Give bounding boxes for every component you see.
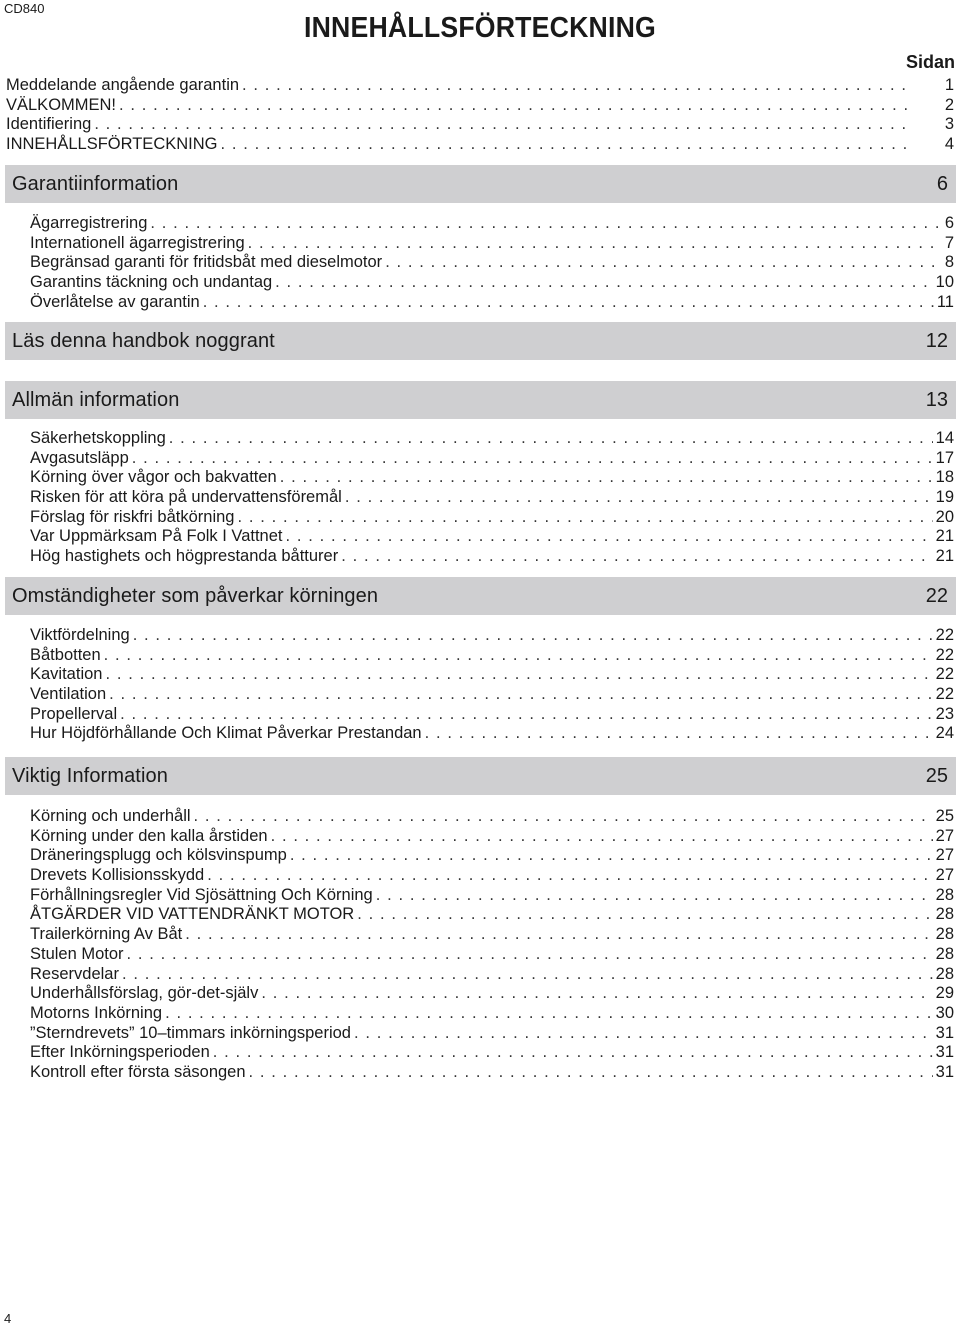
dot-leader [341, 547, 932, 567]
dot-leader [242, 76, 907, 96]
entry-page: 19 [935, 488, 954, 507]
dot-leader [213, 1043, 933, 1063]
section-page: 22 [925, 584, 948, 607]
dot-leader [120, 705, 933, 725]
toc-entry[interactable] [0, 925, 960, 945]
entry-label: Körning över vågor och bakvatten [30, 468, 277, 487]
entry-label: Garantins täckning och undantag [30, 273, 273, 292]
entry-label: Ventilation [30, 685, 107, 704]
entry-label: Meddelande angående garantin [6, 76, 240, 94]
dot-leader [238, 508, 933, 528]
dot-leader [119, 96, 907, 116]
section-entries [0, 807, 960, 1083]
toc-entry[interactable] [0, 1024, 960, 1044]
entry-label: Säkerhetskoppling [30, 429, 166, 447]
entry-page: 22 [935, 626, 954, 644]
entry-label: Kontroll efter första säsongen [30, 1062, 246, 1081]
section-header-omstandigheter[interactable] [5, 577, 956, 615]
toc-entry[interactable] [0, 96, 960, 116]
toc-entry[interactable] [0, 468, 960, 488]
entry-label: Förhållningsregler Vid Sjösättning Och Körning [30, 885, 373, 904]
entry-page: 28 [935, 964, 954, 983]
section-header-las-denna-handbok[interactable] [5, 322, 956, 360]
toc-entry[interactable] [0, 115, 960, 135]
dot-leader [185, 925, 932, 945]
dot-leader [376, 886, 933, 906]
entry-page: 30 [935, 1003, 954, 1022]
entry-label: Risken för att köra på undervattensföremål [30, 488, 342, 507]
section-entries [0, 626, 960, 744]
toc-entry[interactable] [0, 724, 960, 744]
entry-page: 31 [935, 1023, 954, 1042]
entry-label: ”Sterndrevets” 10–timmars inkörningsperiod [30, 1023, 351, 1042]
entry-label: ÅTGÄRDER VID VATTENDRÄNKT MOTOR [30, 905, 355, 924]
entry-page: 24 [935, 724, 954, 743]
dot-leader [133, 626, 933, 646]
entry-page: 25 [935, 807, 954, 825]
entry-label: Körning och underhåll [30, 807, 191, 825]
entry-label: INNEHÅLLSFÖRTECKNING [6, 135, 218, 154]
entry-page: 29 [935, 984, 954, 1003]
entry-page: 20 [935, 507, 954, 526]
toc-entry[interactable] [0, 253, 960, 273]
entry-label: Drevets Kollisionsskydd [30, 866, 205, 885]
entry-label: Förslag för riskfri båtkörning [30, 507, 235, 526]
toc-entry[interactable] [0, 547, 960, 567]
section-header-allman-information[interactable] [5, 381, 956, 419]
toc-entry[interactable] [0, 984, 960, 1004]
toc-entry[interactable] [0, 76, 960, 96]
toc-entry[interactable] [0, 866, 960, 886]
toc-entry[interactable] [0, 827, 960, 847]
entry-label: Underhållsförslag, gör-det-själv [30, 984, 259, 1003]
entry-page: 31 [935, 1043, 954, 1062]
dot-leader [354, 1024, 933, 1044]
section-page: 25 [925, 764, 948, 787]
dot-leader [261, 984, 932, 1004]
toc-entry[interactable] [0, 135, 960, 155]
dot-leader [165, 1004, 933, 1024]
document-code: CD840 [4, 1, 45, 16]
entry-label: Identifiering [6, 115, 92, 134]
toc-entry[interactable] [0, 214, 960, 234]
dot-leader [132, 449, 933, 469]
toc-entry[interactable] [0, 705, 960, 725]
entry-label: Internationell ägarregistrering [30, 233, 245, 252]
entry-page: 10 [935, 273, 954, 292]
toc-entry[interactable] [0, 807, 960, 827]
entry-label: Hur Höjdförhållande Och Klimat Påverkar Prestandan [30, 724, 422, 743]
dot-leader [109, 685, 932, 705]
entry-label: Avgasutsläpp [30, 448, 129, 467]
entry-label: Ägarregistrering [30, 214, 148, 232]
dot-leader [94, 115, 907, 135]
page-column-label: Sidan [905, 52, 955, 72]
toc-entry[interactable] [0, 905, 960, 925]
toc-entry[interactable] [0, 646, 960, 666]
entry-page: 8 [944, 253, 954, 272]
toc-entry[interactable] [0, 293, 960, 313]
toc-entry[interactable] [0, 665, 960, 685]
entry-page: 27 [935, 826, 954, 845]
section-page: 12 [925, 329, 948, 352]
toc-entry[interactable] [0, 449, 960, 469]
toc-entry[interactable] [0, 488, 960, 508]
entry-page: 22 [935, 665, 954, 684]
entry-page: 7 [944, 233, 954, 252]
toc-entry[interactable] [0, 234, 960, 254]
dot-leader [203, 293, 934, 313]
toc-entry[interactable] [0, 273, 960, 293]
section-title: Viktig Information [12, 764, 168, 787]
section-title: Omständigheter som påverkar körningen [12, 584, 379, 607]
entry-page: 31 [935, 1062, 954, 1081]
dot-leader [271, 827, 933, 847]
entry-label: Viktfördelning [30, 626, 130, 644]
entry-label: Motorns Inkörning [30, 1003, 163, 1022]
dot-leader [127, 945, 933, 965]
entry-label: Propellerval [30, 704, 118, 723]
entry-label: Hög hastighets och högprestanda båtturer [30, 547, 339, 566]
dot-leader [385, 253, 942, 273]
toc-entry[interactable] [0, 1063, 960, 1083]
entry-page: 2 [944, 95, 954, 114]
entry-label: Kavitation [30, 665, 103, 684]
entry-label: Dräneringsplugg och kölsvinspump [30, 846, 287, 865]
entry-label: VÄLKOMMEN! [6, 95, 117, 114]
entry-label: Efter Inkörningsperioden [30, 1043, 210, 1062]
entry-page: 4 [944, 135, 954, 154]
toc-entry[interactable] [0, 886, 960, 906]
toc-entry[interactable] [0, 626, 960, 646]
toc-entry[interactable] [0, 846, 960, 866]
toc-entry[interactable] [0, 429, 960, 449]
dot-leader [221, 135, 908, 155]
dot-leader [248, 234, 942, 254]
section-entries [0, 214, 960, 312]
dot-leader [280, 468, 933, 488]
toc-entry[interactable] [0, 685, 960, 705]
dot-leader [194, 807, 933, 827]
section-header-viktig-information[interactable] [5, 757, 956, 795]
dot-leader [285, 527, 932, 547]
entry-label: Trailerkörning Av Båt [30, 925, 183, 944]
section-page: 6 [936, 172, 948, 195]
dot-leader [122, 965, 933, 985]
toc-entry[interactable] [0, 527, 960, 547]
entry-page: 17 [935, 448, 954, 467]
dot-leader [425, 724, 933, 744]
dot-leader [357, 905, 932, 925]
entry-page: 27 [935, 866, 954, 885]
entry-page: 14 [935, 429, 954, 447]
entry-page: 3 [944, 115, 954, 134]
dot-leader [249, 1063, 933, 1083]
dot-leader [275, 273, 932, 293]
entry-page: 28 [935, 944, 954, 963]
entry-label: Reservdelar [30, 964, 119, 983]
entry-page: 1 [944, 76, 954, 94]
entry-page: 21 [935, 527, 954, 546]
dot-leader [105, 665, 932, 685]
toc-entry[interactable] [0, 945, 960, 965]
dot-leader [207, 866, 932, 886]
entry-page: 22 [935, 645, 954, 664]
section-header-garantiinformation[interactable] [5, 165, 956, 203]
page-title: INNEHÅLLSFÖRTECKNING [303, 12, 656, 44]
entry-page: 28 [935, 925, 954, 944]
entry-page: 22 [935, 685, 954, 704]
entry-page: 11 [936, 292, 954, 311]
toc-entry[interactable] [0, 508, 960, 528]
entry-page: 18 [935, 468, 954, 487]
section-page: 13 [925, 388, 948, 411]
toc-entry[interactable] [0, 965, 960, 985]
dot-leader [104, 646, 933, 666]
entry-label: Begränsad garanti för fritidsbåt med dieselmotor [30, 253, 383, 272]
section-title: Allmän information [12, 388, 180, 411]
dot-leader [345, 488, 933, 508]
entry-page: 28 [935, 885, 954, 904]
section-entries [0, 429, 960, 567]
entry-page: 28 [935, 905, 954, 924]
entry-page: 23 [935, 704, 954, 723]
section-title: Garantiinformation [12, 172, 179, 195]
entry-page: 27 [935, 846, 954, 865]
toc-entry[interactable] [0, 1043, 960, 1063]
entry-label: Stulen Motor [30, 944, 124, 963]
page-number: 4 [4, 1311, 12, 1326]
dot-leader [169, 429, 933, 449]
entry-label: Båtbotten [30, 645, 101, 664]
intro-entries [0, 76, 960, 155]
entry-label: Körning under den kalla årstiden [30, 826, 268, 845]
entry-page: 21 [935, 547, 954, 566]
toc-entry[interactable] [0, 1004, 960, 1024]
entry-page: 6 [944, 214, 954, 232]
entry-label: Var Uppmärksam På Folk I Vattnet [30, 527, 283, 546]
entry-label: Överlåtelse av garantin [30, 292, 200, 311]
dot-leader [290, 846, 933, 866]
dot-leader [150, 214, 941, 234]
section-title: Läs denna handbok noggrant [12, 329, 275, 352]
